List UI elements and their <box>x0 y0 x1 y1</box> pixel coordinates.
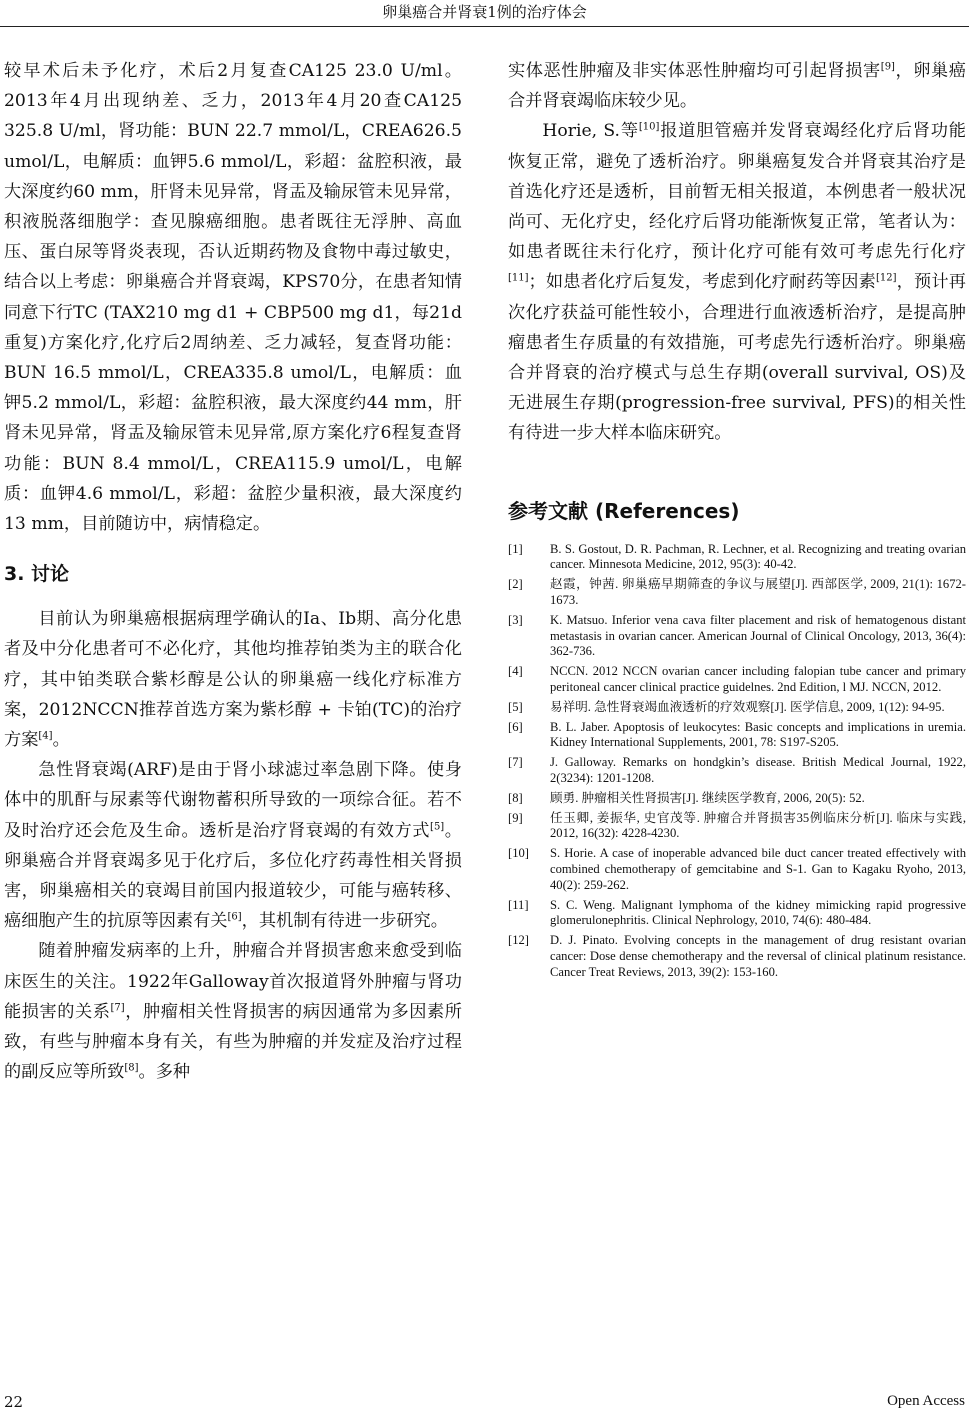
text-run: ，其机制有待进一步研究。 <box>241 911 448 932</box>
reference-item <box>508 542 966 574</box>
citation-ref[interactable]: [4] <box>38 730 53 742</box>
text-run: 。 <box>52 730 70 751</box>
text-run: ；如患者化疗后复发，考虑到化疗耐药等因素 <box>528 272 876 293</box>
running-header: 卵巢癌合并肾衰1例的治疗体会 <box>0 0 969 27</box>
discussion-paragraph-3 <box>4 936 462 1087</box>
citation-ref[interactable]: [10] <box>638 121 660 133</box>
citation-ref[interactable]: [5] <box>430 820 445 832</box>
reference-number: [8] <box>508 790 523 805</box>
reference-text: 顾勇. 肿瘤相关性肾损害[J]. 继续医学教育, 2006, 20(5): 52. <box>550 790 865 805</box>
reference-text: J. Galloway. Remarks on hondgkin’s disease. British Medical Journal, 1922, 2(3234): 1201-1208. <box>550 755 966 785</box>
reference-item <box>508 898 966 930</box>
reference-number: [5] <box>508 699 523 714</box>
discussion-paragraph-2 <box>4 755 462 936</box>
citation-ref[interactable]: [9] <box>880 61 895 73</box>
case-paragraph: 较早术后未予化疗，术后2月复查CA125 23.0 U/ml。2013年4月出现纳差、乏力，2013年4月20查CA125 325.8 U/ml，肾功能：BUN 22.7 mmol/L，CREA626.5 umol/L，电解质：血钾5.6 mmol/L，彩超：盆腔积液，最大深度约60 mm，肝肾未见异常，肾盂及输尿管未见异常，积液脱落细胞学：查见腺癌细胞。患者既往无浮肿、高血压、蛋白尿等肾炎表现，否认近期药物及食物中毒过敏史，结合以上考虑：卵巢癌合并肾衰竭，KPS70分，在患者知情同意下行TC (TAX210 mg d1 + CBP500 mg d1，每21d重复)方案化疗,化疗后2周纳差、乏力减轻，复查肾功能：BUN 16.5 mmol/L，CREA335.8 umol/L，电解质：血钾5.2 mmol/L，彩超：盆腔积液，最大深度约44 mm，肝肾未见异常，肾盂及输尿管未见异常,原方案化疗6程复查肾功能：BUN 8.4 mmol/L，CREA115.9 umol/L，电解质：血钾4.6 mmol/L，彩超：盆腔少量积液，最大深度约13 mm，目前随访中，病情稳定。 <box>4 61 462 535</box>
reference-item <box>508 791 966 807</box>
reference-number: [4] <box>508 664 523 679</box>
reference-text: B. S. Gostout, D. R. Pachman, R. Lechner, et al. Recognizing and treating ovarian cancer. Minnesota Medicine, 2012, 95(3): 40-42. <box>550 541 966 572</box>
reference-number: [2] <box>508 577 523 592</box>
references-list <box>508 542 966 981</box>
page-number: 22 <box>4 1393 24 1411</box>
reference-number: [10] <box>508 846 529 861</box>
right-column <box>508 56 966 985</box>
text-run: Horie, S.等 <box>542 121 639 142</box>
reference-text: B. L. Jaber. Apoptosis of leukocytes: Basic concepts and implications in uremia. Kidney International Supplements, 2001, 78: S197-S205. <box>550 719 966 750</box>
reference-text: D. J. Pinato. Evolving concepts in the management of drug resistant ovarian cancer: Dose dense chemotherapy and the reversal of clinical platinum resistance. Cancer Treat Reviews, 2013, 39(2): 153-160. <box>550 933 966 979</box>
text-run: 报道胆管癌并发肾衰竭经化疗后肾功能恢复正常，避免了透析治疗。卵巢癌复发合并肾衰其治疗是首选化疗还是透析，目前暂无相关报道，本例患者一般状况尚可、无化疗史，经化疗后肾功能渐恢复正常，笔者认为：如患者既往未行化疗，预计化疗可能有效可考虑先行化疗 <box>508 121 966 263</box>
reference-number: [1] <box>508 541 523 556</box>
reference-text: S. Horie. A case of inoperable advanced bile duct cancer treated effectively with combined chemotherapy of gemcitabine and S-1. Gan to Kagaku Ryoho, 2013, 40(2): 259-262. <box>550 846 966 892</box>
text-run: 目前认为卵巢癌根据病理学确认的Ia、Ib期、高分化患者及中分化患者可不必化疗，其他均推荐铂类为主的联合化疗，其中铂类联合紫杉醇是公认的卵巢癌一线化疗标准方案，2012NCCN推荐首选方案为紫杉醇 + 卡铂(TC)的治疗方案 <box>4 609 462 751</box>
text-run: ，预计再次化疗获益可能性较小，合理进行血液透析治疗，是提高肿瘤患者生存质量的有效措施，可考虑先行透析治疗。卵巢癌合并肾衰的治疗模式与总生存期(overall survival, OS)及无进展生存期(progression-free survival, PFS)的相关性有待进一步大样本临床研究。 <box>508 272 966 444</box>
text-run: 实体恶性肿瘤及非实体恶性肿瘤均可引起肾损害 <box>508 61 881 81</box>
reference-item <box>508 664 966 696</box>
continued-paragraph <box>508 56 966 116</box>
reference-item <box>508 846 966 893</box>
conclusion-paragraph <box>508 116 966 448</box>
journal-footer: Open Access <box>887 1393 965 1409</box>
reference-item <box>508 811 966 843</box>
text-run: ，肿瘤相关性肾损害的病因通常为多因素所致，有些与肿瘤本身有关，有些为肿瘤的并发症及治疗过程的副反应等所致 <box>4 1001 462 1083</box>
reference-item <box>508 613 966 660</box>
text-run: 急性肾衰竭(ARF)是由于肾小球滤过率急剧下降。使身体中的肌酐与尿素等代谢物蓄积所导致的一项综合征。若不及时治疗还会危及生命。透析是治疗肾衰竭的有效方式 <box>4 760 462 841</box>
citation-ref[interactable]: [12] <box>875 272 897 284</box>
text-run: 随着肿瘤发病率的上升，肿瘤合并肾损害愈来愈受到临床医生的关注。1922年Galloway首次报道肾外肿瘤与肾功能损害的关系 <box>4 941 462 1022</box>
section-heading-discussion: 3. 讨论 <box>4 563 70 586</box>
reference-item <box>508 700 966 716</box>
citation-ref[interactable]: [6] <box>227 911 242 923</box>
reference-item <box>508 933 966 980</box>
left-column <box>4 56 462 1088</box>
reference-number: [9] <box>508 810 523 825</box>
reference-text: 赵霞，钟茜. 卵巢癌早期筛查的争议与展望[J]. 西部医学, 2009, 21(1): 1672-1673. <box>550 577 966 608</box>
text-run: ，卵巢癌合并肾衰竭临床较少见。 <box>508 61 966 112</box>
reference-item <box>508 577 966 609</box>
reference-text: S. C. Weng. Malignant lymphoma of the kidney mimicking rapid progressive glomerulonephritis. Clinical Nephrology, 2010, 74(6): 480-484. <box>550 897 966 928</box>
text-run: 。多种 <box>138 1062 191 1083</box>
text-run: 。卵巢癌合并肾衰竭多见于化疗后，多位化疗药毒性相关肾损害，卵巢癌相关的衰竭目前国内报道较少，可能与癌转移、癌细胞产生的抗原等因素有关 <box>4 820 462 932</box>
discussion-paragraph-1 <box>4 604 462 755</box>
reference-number: [6] <box>508 719 523 734</box>
citation-ref[interactable]: [11] <box>508 272 529 284</box>
reference-item <box>508 720 966 752</box>
reference-text: NCCN. 2012 NCCN ovarian cancer including falopian tube cancer and primary peritoneal cancer clinical practice guidelnes. 2nd Edition, l MJ. NCCN, 2012. <box>550 664 966 695</box>
reference-number: [3] <box>508 612 523 627</box>
reference-text: 任玉卿, 姜振华, 史官茂等. 肿瘤合并肾损害35例临床分析[J]. 临床与实践, 2012, 16(32): 4228-4230. <box>550 810 966 841</box>
reference-item <box>508 755 966 787</box>
reference-text: K. Matsuo. Inferior vena cava filter placement and risk of hematogenous distant metastasis in ovarian cancer. American Journal of Clinical Oncology, 2013, 36(4): 362-736. <box>550 612 966 659</box>
reference-number: [11] <box>508 897 529 912</box>
reference-number: [12] <box>508 933 529 948</box>
reference-text: 易祥明. 急性肾衰竭血液透析的疗效观察[J]. 医学信息, 2009, 1(12): 94-95. <box>550 699 945 714</box>
citation-ref[interactable]: [7] <box>110 1002 125 1014</box>
references-heading: 参考文献 (References) <box>508 498 740 523</box>
reference-number: [7] <box>508 755 523 770</box>
citation-ref[interactable]: [8] <box>124 1062 139 1074</box>
